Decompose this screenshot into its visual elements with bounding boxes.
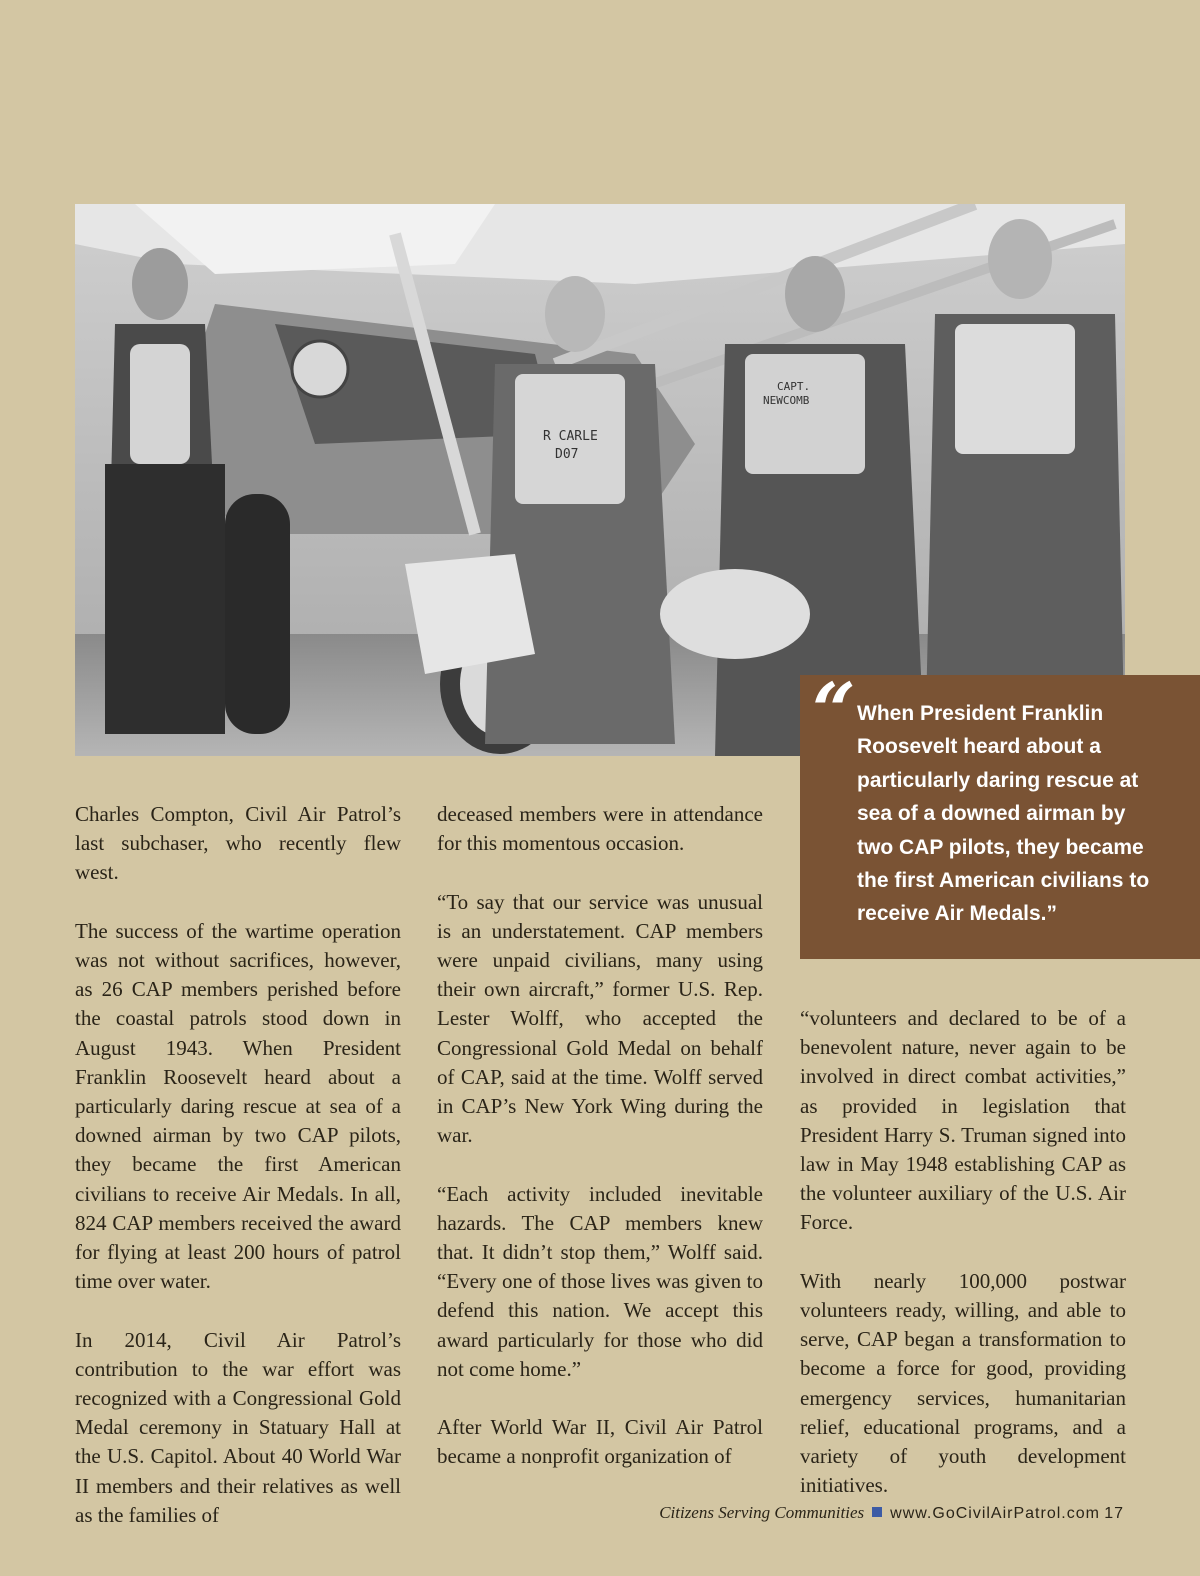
vest-label-number: D07: [555, 447, 579, 462]
vest-label-surname: NEWCOMB: [763, 394, 810, 407]
historic-photo: [75, 204, 1125, 756]
paragraph: “volunteers and declared to be of a benevolent nature, never again to be involved in direct combat activities,” as provided in legislation that President Harry S. Truman signed into law in May 1948 establishing CAP as the volunteer auxiliary of the U.S. Air Force.: [800, 1006, 1126, 1235]
article-column-2: [437, 800, 763, 1501]
square-bullet-icon: [872, 1507, 882, 1517]
vest-label-rank: CAPT.: [777, 380, 811, 393]
pull-quote-text: When President Franklin Roosevelt heard about a particularly daring rescue at sea of a downed airman by two CAP pilots, they became the first American civilians to receive Air Medals.”: [857, 702, 1150, 926]
paragraph: “Each activity included inevitable hazards. The CAP members knew that. It didn’t stop them,” Wolff said. “Every one of those lives was given to defend this nation. We accept this award particularly for those who did not come home.”: [437, 1181, 763, 1381]
article-column-3: [800, 1004, 1126, 1530]
page-footer: [659, 1503, 1124, 1523]
paragraph: With nearly 100,000 postwar volunteers ready, willing, and able to serve, CAP began a transformation to become a force for good, providing emergency services, humanitarian relief, educational programs, and a variety of youth development initiatives.: [800, 1268, 1126, 1498]
paragraph: Charles Compton, Civil Air Patrol’s last subchaser, who recently flew west.: [75, 802, 401, 885]
paragraph: The success of the wartime operation was not without sacrifices, however, as 26 CAP members perished before the coastal patrols stood down in August 1943. When President Franklin Roosevelt heard about a particularly daring rescue at sea of a downed airman by two CAP pilots, they became the first American civilians to receive Air Medals. In all, 824 CAP members received the award for flying at least 200 hours of patrol time over water.: [75, 918, 401, 1294]
page-number: 17: [1104, 1505, 1124, 1522]
quote-mark-icon: “: [812, 666, 856, 755]
photo-illustration: [75, 204, 1125, 756]
footer-url: www.GoCivilAirPatrol.com: [890, 1505, 1100, 1522]
footer-tagline: Citizens Serving Communities: [659, 1503, 865, 1522]
pull-quote-box: [800, 666, 1200, 959]
paragraph: “To say that our service was unusual is an understatement. CAP members were unpaid civilians, many using their own aircraft,” former U.S. Rep. Lester Wolff, who accepted the Congressional Gold Medal on behalf of CAP, said at the time. Wolff served in CAP’s New York Wing during the war.: [437, 889, 763, 1148]
paragraph: deceased members were in attendance for this momentous occasion.: [437, 802, 763, 856]
paragraph: After World War II, Civil Air Patrol became a nonprofit organization of: [437, 1415, 763, 1469]
vest-label-name: R CARLE: [543, 429, 598, 444]
paragraph: In 2014, Civil Air Patrol’s contribution to the war effort was recognized with a Congressional Gold Medal ceremony in Statuary Hall at the U.S. Capitol. About 40 World War II members and their relatives as well as the families of: [75, 1327, 401, 1527]
article-column-1: [75, 800, 401, 1559]
